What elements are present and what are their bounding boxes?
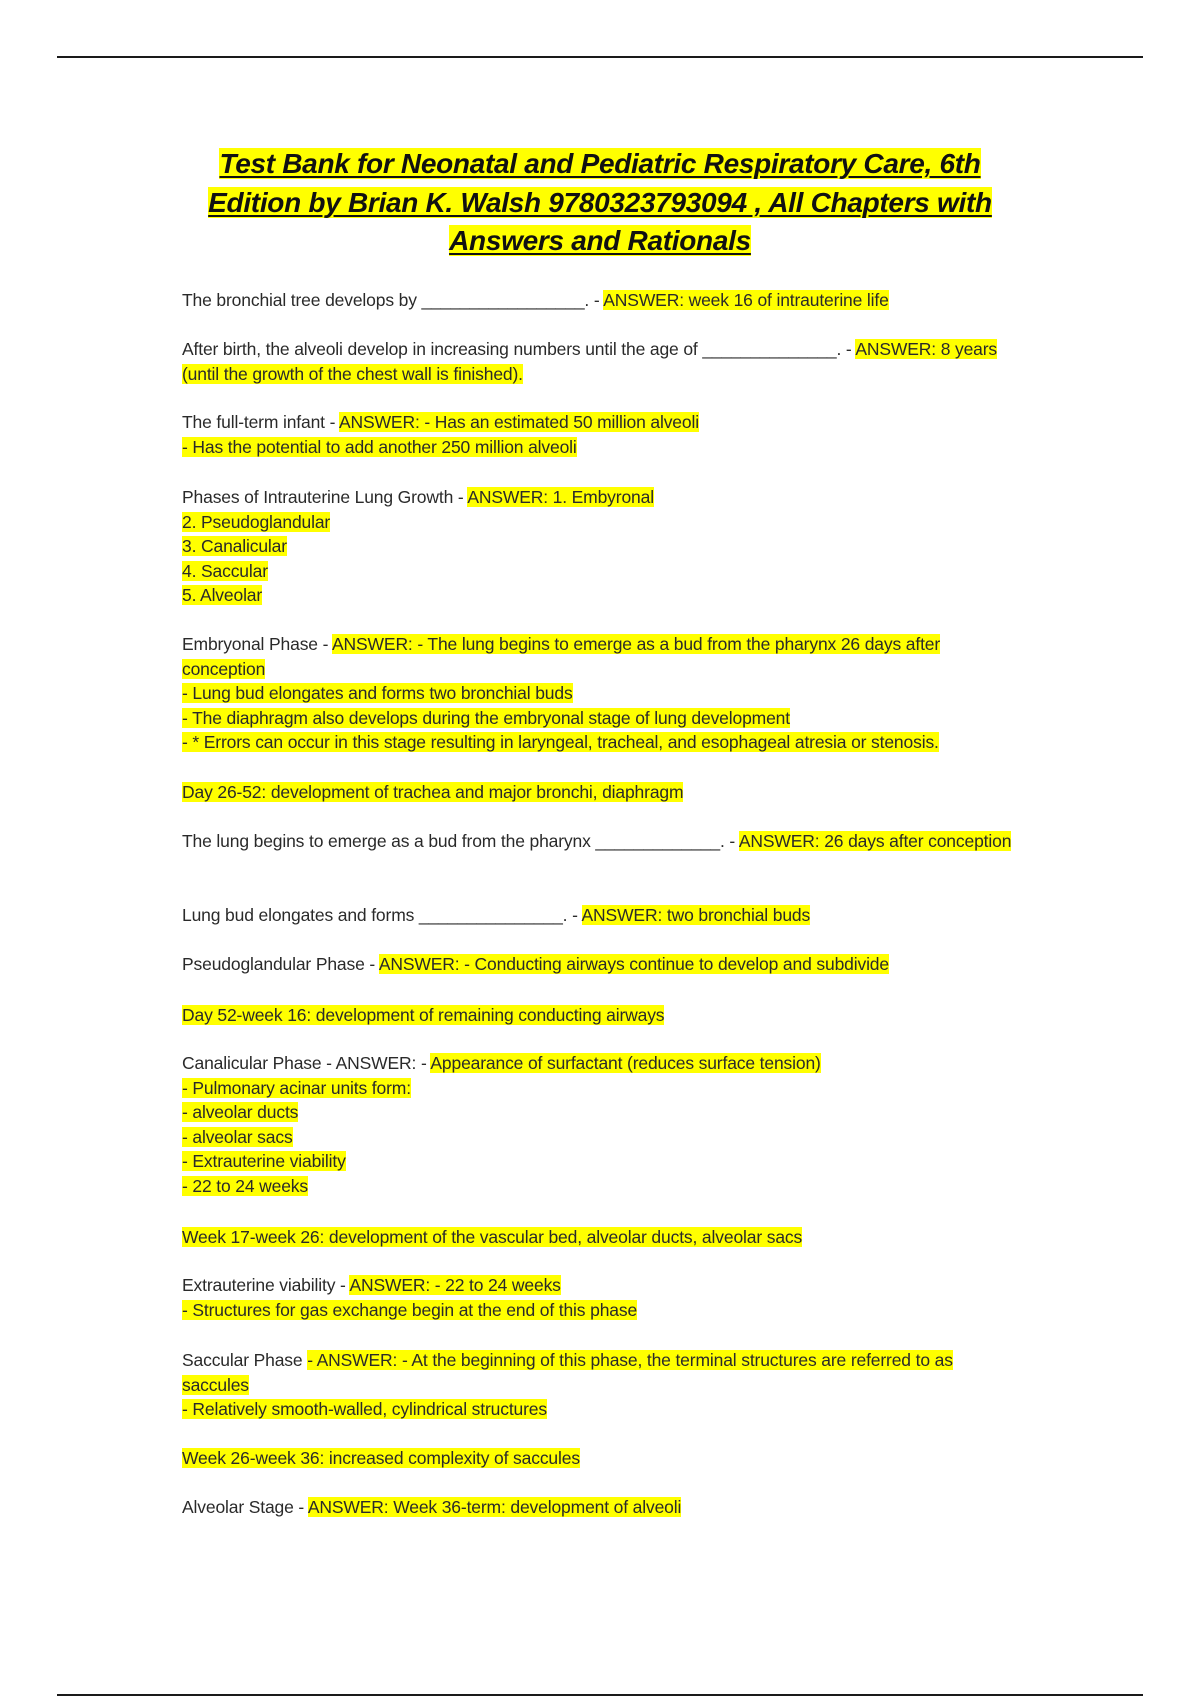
answer-line: 5. Alveolar [182, 585, 263, 605]
qa-item [182, 1495, 1016, 1520]
question-text: Embryonal Phase - [182, 634, 333, 654]
question-text: Canalicular Phase - ANSWER: - [182, 1053, 431, 1073]
answer-text: Week 26-week 36: increased complexity of saccules [182, 1448, 580, 1468]
question-text: The bronchial tree develops by _________________. - [182, 290, 604, 310]
question-text: After birth, the alveoli develop in increasing numbers until the age of ______________. - [182, 339, 856, 359]
qa-item [182, 1003, 1016, 1028]
answer-line: - 22 to 24 weeks [182, 1175, 309, 1196]
answer-line: - The diaphragm also develops during the embryonal stage of lung development [182, 707, 790, 728]
answer-text: ANSWER: 8 years (until the growth of the chest wall is finished). [182, 339, 998, 384]
qa-item [182, 903, 1016, 928]
answer-line: 2. Pseudoglandular [182, 511, 331, 532]
answer-text: ANSWER: - The lung begins to emerge as a bud from the pharynx 26 days after conception [182, 634, 941, 679]
answer-line: - Has the potential to add another 250 million alveoli [182, 436, 577, 457]
answer-text: - ANSWER: - At the beginning of this phase, the terminal structures are referred to as saccules [182, 1350, 953, 1395]
question-text: The full-term infant - [182, 412, 340, 432]
qa-item [182, 780, 1016, 805]
answer-text: ANSWER: two bronchial buds [581, 905, 811, 925]
qa-item [182, 1273, 1016, 1322]
answer-line: - Structures for gas exchange begin at the end of this phase [182, 1299, 638, 1320]
question-text: Phases of Intrauterine Lung Growth - [182, 487, 468, 507]
answer-text: Week 17-week 26: development of the vascular bed, alveolar ducts, alveolar sacs [182, 1227, 803, 1247]
qa-item [182, 1225, 1016, 1250]
qa-item [182, 829, 1016, 854]
qa-item [182, 410, 1016, 459]
qa-item [182, 337, 1016, 386]
qa-item [182, 1051, 1016, 1198]
qa-item [182, 288, 1016, 313]
question-text: Pseudoglandular Phase - [182, 954, 379, 974]
qa-item [182, 1348, 1016, 1422]
header-rule [57, 56, 1143, 58]
answer-line: - * Errors can occur in this stage resulting in laryngeal, tracheal, and esophageal atresia or stenosis. [182, 732, 939, 752]
answer-text: ANSWER: 1. Embyronal [467, 487, 654, 507]
answer-line: 4. Saccular [182, 560, 268, 581]
answer-line: - Pulmonary acinar units form: [182, 1077, 411, 1098]
answer-text: Day 26-52: development of trachea and major bronchi, diaphragm [182, 782, 684, 802]
question-text: The lung begins to emerge as a bud from the pharynx _____________. - [182, 831, 739, 851]
answer-text: ANSWER: - 22 to 24 weeks [349, 1275, 561, 1295]
answer-text: ANSWER: week 16 of intrauterine life [603, 290, 889, 310]
qa-item [182, 632, 1016, 755]
answer-line: - Extrauterine viability [182, 1151, 346, 1171]
answer-line: - alveolar sacs [182, 1126, 293, 1147]
question-text: Alveolar Stage - [182, 1497, 308, 1517]
answer-text: ANSWER: - Conducting airways continue to develop and subdivide [378, 954, 889, 974]
qa-item [182, 952, 1016, 977]
answer-line: - alveolar ducts [182, 1102, 299, 1122]
qa-item [182, 485, 1016, 608]
answer-text: ANSWER: - Has an estimated 50 million alveoli [339, 412, 699, 432]
footer-rule [57, 1694, 1143, 1696]
question-text: Lung bud elongates and forms _______________. - [182, 905, 582, 925]
document-title [182, 145, 1018, 261]
answer-line: - Relatively smooth-walled, cylindrical structures [182, 1399, 547, 1419]
answer-line: - Lung bud elongates and forms two bronchial buds [182, 683, 573, 703]
qa-item [182, 1446, 1016, 1471]
answer-text: Day 52-week 16: development of remaining conducting airways [182, 1005, 665, 1025]
question-text: Extrauterine viability - [182, 1275, 350, 1295]
answer-text: Appearance of surfactant (reduces surface tension) [430, 1053, 821, 1073]
question-text: Saccular Phase [182, 1350, 308, 1370]
document-title-text: Test Bank for Neonatal and Pediatric Respiratory Care, 6th Edition by Brian K. Walsh 9780323793094 , All Chapters with Answers and Rationals [208, 148, 992, 256]
answer-line: 3. Canalicular [182, 536, 287, 556]
answer-text: ANSWER: 26 days after conception [738, 831, 1012, 851]
answer-text: ANSWER: Week 36-term: development of alveoli [307, 1497, 682, 1517]
